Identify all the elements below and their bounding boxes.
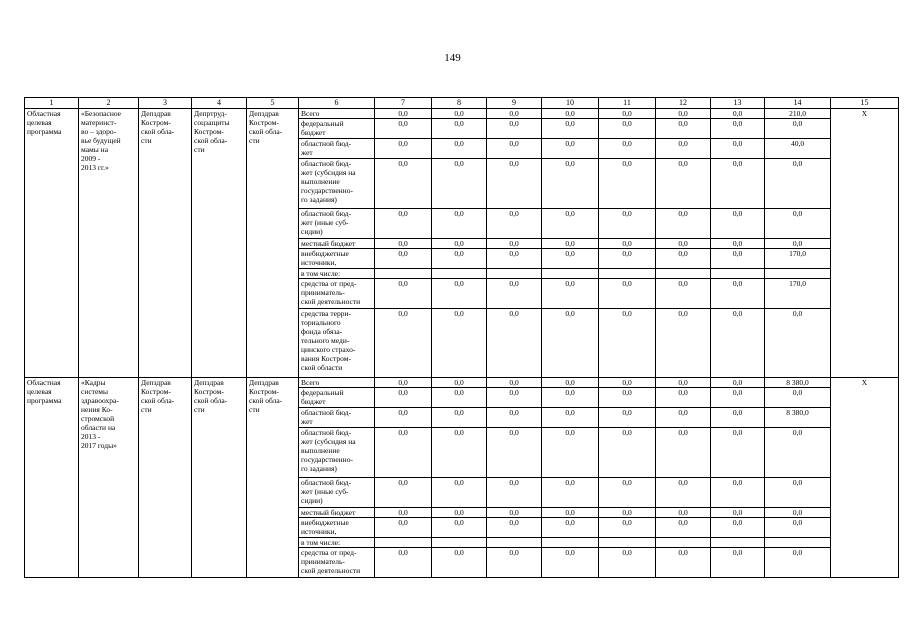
funding-source-label: федеральный бюджет <box>299 388 375 408</box>
value-cell: 0,0 <box>711 378 765 388</box>
value-cell: 170,0 <box>765 279 831 309</box>
value-cell: 0,0 <box>656 548 711 578</box>
value-cell: 0,0 <box>542 109 599 119</box>
funding-source-label: областной бюд- жет (иные суб- сидии) <box>299 209 375 239</box>
value-cell: 0,0 <box>542 309 599 378</box>
value-cell: 0,0 <box>375 239 432 249</box>
value-cell: 0,0 <box>542 119 599 139</box>
co-executor-cell: Депздрав Костром- ской обла- сти <box>192 378 247 578</box>
value-cell: 0,0 <box>375 408 432 428</box>
value-cell: 0,0 <box>432 388 487 408</box>
funding-source-label: местный бюджет <box>299 508 375 518</box>
column-header: 14 <box>765 98 831 109</box>
value-cell: 0,0 <box>765 309 831 378</box>
value-cell: 0,0 <box>432 249 487 269</box>
value-cell: 0,0 <box>542 249 599 269</box>
value-cell: 0,0 <box>375 508 432 518</box>
funding-table <box>24 97 899 578</box>
value-cell: 0,0 <box>375 478 432 508</box>
program-name-cell: «Безопасное материнст- во – здоро- вье будущей мамы на 2009 - 2013 гг.» <box>79 109 139 378</box>
value-cell: 0,0 <box>375 309 432 378</box>
value-cell: 0,0 <box>432 209 487 239</box>
funding-source-label: в том числе: <box>299 269 375 279</box>
page-number: 149 <box>444 52 461 64</box>
value-cell: 0,0 <box>432 508 487 518</box>
value-cell <box>711 269 765 279</box>
column-header: 15 <box>831 98 899 109</box>
value-cell: 0,0 <box>656 408 711 428</box>
participant-cell: Депздрав Костром- ской обла- сти <box>247 378 299 578</box>
value-cell: 0,0 <box>656 518 711 538</box>
value-cell: 0,0 <box>487 388 542 408</box>
value-cell: 0,0 <box>656 279 711 309</box>
value-cell <box>487 538 542 548</box>
value-cell: 0,0 <box>711 119 765 139</box>
value-cell: 0,0 <box>432 119 487 139</box>
value-cell: 0,0 <box>711 478 765 508</box>
value-cell: 0,0 <box>542 478 599 508</box>
header-row <box>25 98 899 109</box>
value-cell: 0,0 <box>542 209 599 239</box>
value-cell: 0,0 <box>599 209 656 239</box>
value-cell: 170,0 <box>765 249 831 269</box>
value-cell: 0,0 <box>599 239 656 249</box>
value-cell <box>711 538 765 548</box>
value-cell: 0,0 <box>542 388 599 408</box>
value-cell: 0,0 <box>599 119 656 139</box>
value-cell: 0,0 <box>542 428 599 478</box>
value-cell: 0,0 <box>487 139 542 159</box>
value-cell: 0,0 <box>487 428 542 478</box>
value-cell: 0,0 <box>711 408 765 428</box>
participant-cell: Депздрав Костром- ской обла- сти <box>247 109 299 378</box>
value-cell: 0,0 <box>599 518 656 538</box>
value-cell: 0,0 <box>711 109 765 119</box>
column-header: 11 <box>599 98 656 109</box>
value-cell: 0,0 <box>765 159 831 209</box>
value-cell: 210,0 <box>765 109 831 119</box>
funding-source-label: областной бюд- жет (субсидия на выполнение государственно- го задания) <box>299 428 375 478</box>
column-header: 10 <box>542 98 599 109</box>
value-cell: 0,0 <box>656 119 711 139</box>
value-cell: 0,0 <box>656 139 711 159</box>
value-cell: 0,0 <box>599 309 656 378</box>
value-cell: 0,0 <box>487 159 542 209</box>
value-cell: 0,0 <box>656 209 711 239</box>
value-cell: 0,0 <box>375 109 432 119</box>
funding-source-label: местный бюджет <box>299 239 375 249</box>
value-cell: 0,0 <box>765 508 831 518</box>
value-cell: 0,0 <box>711 279 765 309</box>
value-cell: 0,0 <box>487 508 542 518</box>
column-header: 6 <box>299 98 375 109</box>
value-cell: 0,0 <box>375 548 432 578</box>
value-cell: 0,0 <box>375 388 432 408</box>
column-header: 8 <box>432 98 487 109</box>
column-header: 7 <box>375 98 432 109</box>
value-cell: 0,0 <box>599 139 656 159</box>
value-cell: 0,0 <box>656 388 711 408</box>
value-cell <box>656 269 711 279</box>
value-cell: 0,0 <box>487 378 542 388</box>
value-cell: 0,0 <box>487 209 542 239</box>
value-cell: 0,0 <box>765 209 831 239</box>
value-cell: 0,0 <box>542 159 599 209</box>
value-cell: 0,0 <box>375 209 432 239</box>
column-header: 9 <box>487 98 542 109</box>
value-cell: 0,0 <box>432 548 487 578</box>
value-cell: 0,0 <box>656 508 711 518</box>
funding-source-label: областной бюд- жет (субсидия на выполнение государственно- го задания) <box>299 159 375 209</box>
value-cell: 0,0 <box>375 279 432 309</box>
value-cell: 0,0 <box>432 478 487 508</box>
value-cell: 0,0 <box>542 378 599 388</box>
value-cell: 8 380,0 <box>765 408 831 428</box>
value-cell: 0,0 <box>542 508 599 518</box>
funding-source-label: внебюджетные источники, <box>299 518 375 538</box>
value-cell: 0,0 <box>487 408 542 428</box>
value-cell: 0,0 <box>599 478 656 508</box>
funding-source-label: внебюджетные источники, <box>299 249 375 269</box>
value-cell: 0,0 <box>487 279 542 309</box>
value-cell: 0,0 <box>599 159 656 209</box>
value-cell: 0,0 <box>599 109 656 119</box>
value-cell: 0,0 <box>711 249 765 269</box>
column-header: 1 <box>25 98 79 109</box>
value-cell: 0,0 <box>765 518 831 538</box>
value-cell <box>765 269 831 279</box>
value-cell: 0,0 <box>711 388 765 408</box>
value-cell: 0,0 <box>765 388 831 408</box>
value-cell: 8 380,0 <box>765 378 831 388</box>
funding-source-label: Всего <box>299 378 375 388</box>
value-cell <box>487 269 542 279</box>
value-cell: 0,0 <box>599 408 656 428</box>
value-cell: 0,0 <box>487 249 542 269</box>
funding-source-label: областной бюд- жет (иные суб- сидии) <box>299 478 375 508</box>
value-cell: 0,0 <box>432 378 487 388</box>
value-cell <box>765 538 831 548</box>
value-cell: 0,0 <box>656 159 711 209</box>
value-cell: 0,0 <box>487 109 542 119</box>
column-header: 5 <box>247 98 299 109</box>
value-cell: 0,0 <box>711 239 765 249</box>
value-cell: 0,0 <box>375 249 432 269</box>
value-cell: 0,0 <box>375 159 432 209</box>
value-cell: 0,0 <box>542 408 599 428</box>
value-cell <box>599 269 656 279</box>
column-header: 13 <box>711 98 765 109</box>
value-cell: 0,0 <box>765 428 831 478</box>
funding-source-label: областной бюд- жет <box>299 139 375 159</box>
value-cell <box>432 269 487 279</box>
funding-source-label: средства от пред- приниматель- ской деятельности <box>299 279 375 309</box>
value-cell: 0,0 <box>487 548 542 578</box>
funding-source-label: Всего <box>299 109 375 119</box>
value-cell: 0,0 <box>487 478 542 508</box>
value-cell: 0,0 <box>487 119 542 139</box>
value-cell: 0,0 <box>375 378 432 388</box>
value-cell: 0,0 <box>711 428 765 478</box>
value-cell: 0,0 <box>542 518 599 538</box>
value-cell: 0,0 <box>432 109 487 119</box>
value-cell <box>432 538 487 548</box>
value-cell: 0,0 <box>599 279 656 309</box>
co-executor-cell: Депртруд- соцзащиты Костром- ской обла- сти <box>192 109 247 378</box>
value-cell: 0,0 <box>432 428 487 478</box>
table-row <box>25 378 899 388</box>
value-cell: 40,0 <box>765 139 831 159</box>
value-cell: 0,0 <box>711 139 765 159</box>
value-cell: 0,0 <box>432 239 487 249</box>
value-cell: 0,0 <box>487 309 542 378</box>
value-cell: 0,0 <box>432 139 487 159</box>
value-cell: 0,0 <box>656 239 711 249</box>
value-cell: 0,0 <box>432 279 487 309</box>
value-cell: 0,0 <box>711 209 765 239</box>
value-cell <box>542 538 599 548</box>
value-cell: 0,0 <box>599 388 656 408</box>
table-row <box>25 109 899 119</box>
value-cell <box>375 538 432 548</box>
value-cell: 0,0 <box>656 309 711 378</box>
column-header: 4 <box>192 98 247 109</box>
funding-source-label: в том числе: <box>299 538 375 548</box>
mark-cell: X <box>831 378 899 578</box>
value-cell: 0,0 <box>432 408 487 428</box>
value-cell: 0,0 <box>432 159 487 209</box>
value-cell: 0,0 <box>711 548 765 578</box>
value-cell: 0,0 <box>432 518 487 538</box>
value-cell: 0,0 <box>542 239 599 249</box>
value-cell <box>542 269 599 279</box>
value-cell: 0,0 <box>375 119 432 139</box>
value-cell: 0,0 <box>599 548 656 578</box>
value-cell: 0,0 <box>542 139 599 159</box>
executor-cell: Депздрав Костром- ской обла- сти <box>139 109 192 378</box>
value-cell: 0,0 <box>542 548 599 578</box>
column-header: 2 <box>79 98 139 109</box>
value-cell: 0,0 <box>656 428 711 478</box>
value-cell: 0,0 <box>375 518 432 538</box>
funding-source-label: федеральный бюджет <box>299 119 375 139</box>
mark-cell: X <box>831 109 899 378</box>
value-cell: 0,0 <box>656 478 711 508</box>
value-cell: 0,0 <box>487 239 542 249</box>
program-type-cell: Областная целевая программа <box>25 378 79 578</box>
value-cell: 0,0 <box>711 159 765 209</box>
program-type-cell: Областная целевая программа <box>25 109 79 378</box>
value-cell: 0,0 <box>656 378 711 388</box>
funding-source-label: областной бюд- жет <box>299 408 375 428</box>
value-cell <box>375 269 432 279</box>
value-cell: 0,0 <box>542 279 599 309</box>
value-cell: 0,0 <box>487 518 542 538</box>
value-cell: 0,0 <box>599 428 656 478</box>
program-name-cell: «Кадры системы здравоохра- нения Ко- стромской области на 2013 - 2017 годы» <box>79 378 139 578</box>
value-cell: 0,0 <box>432 309 487 378</box>
value-cell: 0,0 <box>599 378 656 388</box>
value-cell: 0,0 <box>765 478 831 508</box>
value-cell: 0,0 <box>656 249 711 269</box>
funding-source-label: средства терри- ториального фонда обяза- тельного меди- цинского страхо- вания Костром- ской области <box>299 309 375 378</box>
value-cell: 0,0 <box>599 249 656 269</box>
executor-cell: Депздрав Костром- ской обла- сти <box>139 378 192 578</box>
value-cell <box>656 538 711 548</box>
value-cell: 0,0 <box>375 139 432 159</box>
value-cell: 0,0 <box>765 119 831 139</box>
value-cell: 0,0 <box>599 508 656 518</box>
value-cell <box>599 538 656 548</box>
column-header: 12 <box>656 98 711 109</box>
value-cell: 0,0 <box>765 548 831 578</box>
funding-source-label: средства от пред- приниматель- ской деятельности <box>299 548 375 578</box>
value-cell: 0,0 <box>375 428 432 478</box>
value-cell: 0,0 <box>656 109 711 119</box>
column-header: 3 <box>139 98 192 109</box>
value-cell: 0,0 <box>711 508 765 518</box>
value-cell: 0,0 <box>711 309 765 378</box>
value-cell: 0,0 <box>765 239 831 249</box>
value-cell: 0,0 <box>711 518 765 538</box>
